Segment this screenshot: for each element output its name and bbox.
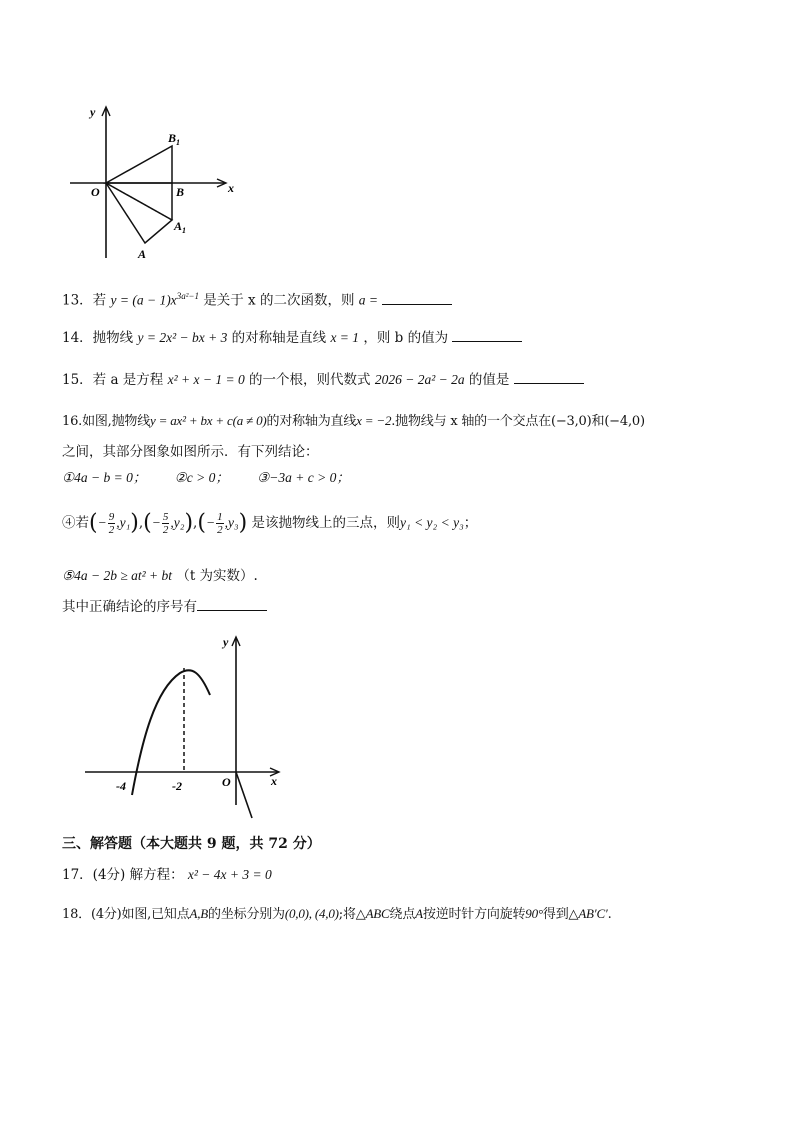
question-17 <box>62 866 272 884</box>
q16-c4-prefix: ④若 <box>62 515 89 531</box>
q16-axis: x = −2 <box>356 413 392 428</box>
q18-coords: (0,0), (4,0) <box>284 906 339 921</box>
fig2-label-minus4: -4 <box>116 779 126 793</box>
q16-c5-tail: （t 为实数）. <box>176 568 258 584</box>
question-16-conclusions-123 <box>62 469 350 487</box>
q14-text: ，则 b 的值为 <box>363 330 449 346</box>
q13-exponent: 3a²−1 <box>176 291 199 301</box>
fig1-label-b: B <box>176 185 185 199</box>
q17-equation: x² − 4x + 3 = 0 <box>187 867 272 882</box>
fig1-label-y: y <box>90 105 96 119</box>
q16-c4-y1: y₁ <box>119 515 131 530</box>
question-15 <box>62 371 584 389</box>
parabola-curve <box>132 670 210 795</box>
triangle-oa1 <box>106 183 172 243</box>
fig2-label-o: O <box>222 775 231 789</box>
fig1-label-o: O <box>91 185 100 199</box>
figure-parabola <box>80 630 290 820</box>
q16-expression: y = ax² + bx + c(a ≠ 0) <box>150 413 267 428</box>
q13-text: 是关于 x 的二次函数，则 <box>203 292 355 309</box>
q16-conclusion-3: ③−3a + c > 0； <box>257 470 350 485</box>
q14-condition: x = 1 <box>330 330 360 345</box>
fig1-label-b1: $B_1$ <box>168 131 181 147</box>
q16-c4-frac1: $\frac{9}{2}$ <box>108 511 115 536</box>
fig2-line <box>236 772 252 818</box>
q16-c4-inequality: y₁ < y₂ < y₃ <box>400 515 464 530</box>
q16-mid2: .抛物线与 x 轴的一个交点在 <box>391 414 551 429</box>
q16-c4-y2: y₂ <box>173 515 185 530</box>
q18-mid4: 按逆时针方向旋转 <box>422 907 526 922</box>
q16-c4-suffix: 是该抛物线上的三点，则 <box>251 515 401 531</box>
q18-triangle1: △ABC <box>355 906 390 921</box>
fig1-label-x: x <box>228 181 234 195</box>
q14-mid: 的对称轴是直线 <box>231 330 327 346</box>
fig2-label-y: y <box>223 635 229 649</box>
q16-answer-blank[interactable] <box>197 598 267 611</box>
q18-point-a: A <box>415 906 423 921</box>
q16-conclusion-2: ②c > 0； <box>174 470 229 485</box>
q14-expression: y = 2x² − bx + 3 <box>137 330 228 345</box>
q16-c4-frac3: $\frac{1}{2}$ <box>217 511 223 536</box>
q18-mid5: 得到 <box>542 907 569 922</box>
triangle-oab1 <box>106 146 172 183</box>
q15-answer-blank[interactable] <box>514 371 584 384</box>
q16-c4-end: ； <box>463 515 478 531</box>
q16-c4-y3: y₃ <box>227 515 239 530</box>
q18-triangle2: △AB′C′ <box>568 906 608 921</box>
question-16-line2 <box>62 443 319 461</box>
fig2-label-minus2: -2 <box>172 779 182 793</box>
question-14 <box>62 329 522 347</box>
q16-point2: (−4,0) <box>604 414 645 429</box>
q18-angle: 90° <box>525 906 543 921</box>
q15-tail: 的值是 <box>468 372 510 388</box>
q18-points: A,B <box>189 906 209 921</box>
q18-end: . <box>607 907 612 922</box>
q18-mid3: 绕点 <box>389 907 416 922</box>
q16-point1: (−3,0) <box>550 414 592 429</box>
section-3-heading: 三、解答题（本大题共 9 题，共 72 分） <box>62 836 321 852</box>
question-16-line1 <box>62 412 645 431</box>
q13-number: 13．若 <box>62 292 107 309</box>
question-18 <box>62 905 612 924</box>
question-16-conclusion-5 <box>62 567 258 585</box>
figure-rotation-triangle <box>60 98 250 268</box>
fig1-label-a: A <box>138 247 147 261</box>
q13-answer-blank[interactable] <box>382 292 452 305</box>
q16-number: 16.如图,抛物线 <box>62 414 151 429</box>
question-16-conclusion-4: ④若(− $\frac{9}{2}$ ,y₁),(− $\frac{5}{2}$ ,y₂),(− $\frac{1}{2}$ ,y₃) 是该抛物线上的三点，则y₁ < y₂ < y₃； <box>62 510 478 536</box>
q16-conclusion-5: ⑤4a − 2b ≥ at² + bt <box>62 568 173 583</box>
q18-mid2: ;将 <box>338 907 356 922</box>
q13-expression: y = (a − 1)x <box>110 292 177 308</box>
q17-number: 17．(4分) 解方程： <box>62 867 184 883</box>
q15-expression: 2026 − 2a² − 2a <box>374 372 465 387</box>
q16-ask: 其中正确结论的序号有 <box>62 599 197 615</box>
q18-mid: 的坐标分别为 <box>208 907 285 922</box>
q16-and: 和 <box>591 414 605 429</box>
q14-answer-blank[interactable] <box>452 329 522 342</box>
fig1-label-a1: $A_1$ <box>174 219 187 235</box>
q13-tail: a = <box>358 292 379 308</box>
q16-line2: 之间，其部分图象如图所示．有下列结论： <box>62 444 319 460</box>
question-16-ask <box>62 598 267 616</box>
q16-conclusion-1: ①4a − b = 0； <box>62 470 147 485</box>
q18-number: 18．(4分)如图,已知点 <box>62 907 190 922</box>
q14-number: 14．抛物线 <box>62 330 134 346</box>
q15-mid: 的一个根，则代数式 <box>249 372 371 388</box>
q16-c4-frac2: $\frac{5}{2}$ <box>162 511 169 536</box>
q15-number: 15．若 a 是方程 <box>62 372 164 388</box>
fig2-label-x: x <box>271 774 277 788</box>
q15-equation: x² + x − 1 = 0 <box>167 372 245 387</box>
q16-mid1: 的对称轴为直线 <box>266 414 357 429</box>
question-13 <box>62 287 452 310</box>
